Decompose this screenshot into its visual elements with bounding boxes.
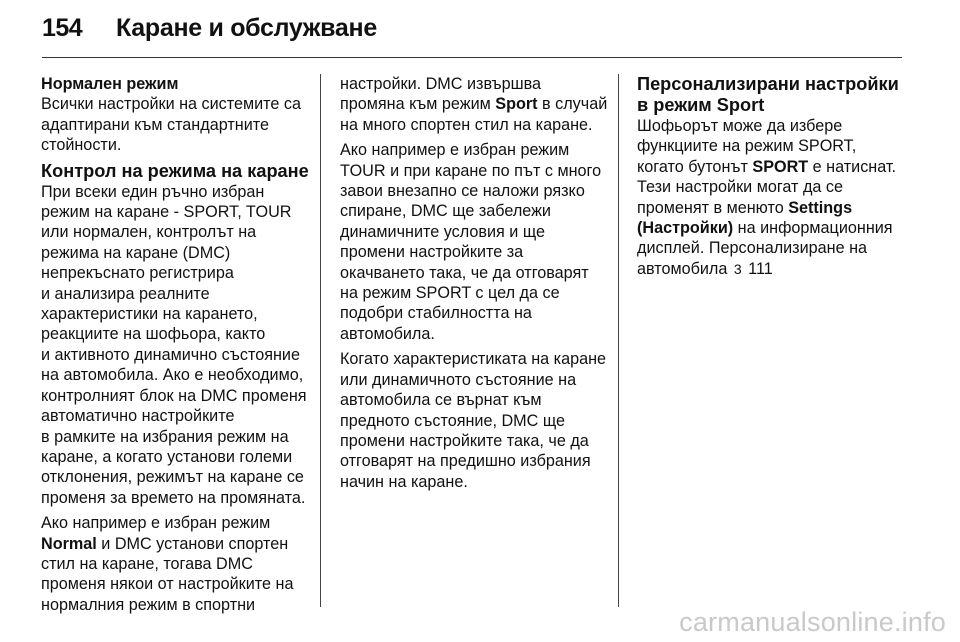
paragraph-line: и анализира реалните: [41, 284, 210, 303]
paragraph-line: режим на каране - SPORT, TOUR: [41, 203, 292, 222]
column-divider-1: [320, 74, 321, 607]
paragraph-line: [637, 157, 907, 177]
inline-text: в случай: [537, 95, 608, 114]
paragraph-line: Тези настройки могат да се: [637, 178, 843, 197]
paragraph-line: автомобила.: [340, 324, 435, 343]
paragraph-line: на режим SPORT с цел да се: [340, 284, 560, 303]
paragraph-line: или динамичното състояние на: [340, 370, 577, 389]
inline-text: е натиснат.: [808, 157, 897, 176]
section-heading-normal-mode: Нормален режим: [41, 75, 179, 93]
inline-text: автомобила: [637, 259, 732, 278]
paragraph-line: автомобила се върнат към: [340, 391, 542, 410]
column-3: [637, 74, 907, 279]
paragraph-line: и активното динамично състояние: [41, 345, 300, 364]
inline-text: промяна към режим: [340, 95, 496, 114]
paragraph-line: на много спортен стил на каране.: [340, 115, 593, 134]
paragraph-line: Когато характеристиката на каране: [340, 350, 607, 369]
paragraph-line: отклонения, режимът на каране се: [41, 468, 304, 487]
paragraph-line: [637, 259, 907, 279]
paragraph-line: [637, 198, 907, 218]
paragraph-line: или нормален, контролът на: [41, 223, 257, 242]
paragraph-line: Шофьорът може да избере: [637, 117, 843, 135]
menu-name-settings-bg: (Настройки): [637, 219, 734, 238]
paragraph-line: [637, 218, 907, 238]
paragraph-line: окачването така, че да отговарят: [340, 263, 589, 282]
paragraph-line: [340, 94, 606, 114]
paragraph-line: в рамките на избрания режим на: [41, 427, 289, 446]
paragraph-line: подобри стабилността на: [340, 304, 532, 323]
inline-text: променят в менюто: [637, 198, 789, 217]
menu-name-settings: Settings: [788, 198, 853, 217]
page-title: Каране и обслужване: [116, 14, 377, 42]
paragraph-line: TOUR и при каране по път с много: [340, 161, 602, 180]
paragraph-line: начин на каране.: [340, 472, 468, 491]
paragraph-line: динамичните условия и ще: [340, 222, 545, 241]
column-divider-2: [618, 74, 619, 607]
paragraph-line: каране, а когато установи големи: [41, 447, 293, 466]
inline-text: когато бутонът: [637, 157, 753, 176]
paragraph-line: стил на каране, тогава DMC: [41, 554, 253, 573]
paragraph-line: стойности.: [41, 136, 122, 155]
paragraph-line: на автомобила. Ако е необходимо,: [41, 366, 304, 385]
paragraph-line: настройки. DMC извършва: [340, 75, 542, 93]
paragraph-line: променя някои от настройките на: [41, 575, 294, 594]
inline-text: на информационния: [733, 219, 893, 238]
paragraph-line: функциите на режим SPORT,: [637, 137, 857, 156]
section-heading-personalized-settings-cont: в режим Sport: [637, 95, 765, 115]
column-1: [41, 74, 309, 615]
mode-name-sport: Sport: [495, 95, 538, 114]
paragraph-line: характеристики на карането,: [41, 305, 258, 324]
paragraph-line: адаптирани към стандартните: [41, 115, 269, 134]
paragraph-line: При всеки един ръчно избран: [41, 182, 265, 201]
page-reference-number: 111: [743, 259, 773, 278]
section-heading-personalized-settings: Персонализирани настройки: [637, 74, 899, 94]
paragraph-line: отговарят на предишно избрания: [340, 452, 591, 471]
page-reference-icon: 3: [733, 260, 742, 277]
watermark: carmanualsonline.info: [679, 607, 946, 637]
column-2: [340, 74, 606, 492]
paragraph-line: [41, 534, 309, 554]
paragraph-line: Ако например е избран режим: [41, 514, 271, 533]
paragraph-line: Всички настройки на системите са: [41, 95, 302, 114]
paragraph-line: предното състояние, DMC ще: [340, 411, 565, 430]
paragraph-line: автоматично настройките: [41, 407, 235, 426]
paragraph-line: Ако например е избран режим: [340, 141, 570, 160]
mode-name-normal: Normal: [41, 534, 97, 553]
paragraph-line: променя за времето на промяната.: [41, 488, 306, 507]
paragraph-line: реакциите на шофьора, както: [41, 325, 266, 344]
button-name-sport: SPORT: [752, 157, 809, 176]
page-number: 154: [42, 14, 83, 42]
paragraph-line: контролният блок на DMC променя: [41, 386, 307, 405]
header-rule: [42, 57, 902, 58]
paragraph-line: режима на каране (DMC): [41, 243, 231, 262]
paragraph-line: промени настройките така, че да: [340, 431, 589, 450]
page-header: [42, 14, 902, 58]
section-heading-drive-mode-control: Контрол на режима на каране: [41, 160, 309, 181]
paragraph-line: спиране, DMC ще забележи: [340, 202, 551, 221]
paragraph-line: непрекъснато регистрира: [41, 264, 234, 283]
paragraph-line: нормалния режим в спортни: [41, 595, 256, 614]
paragraph-line: завои внезапно се наложи рязко: [340, 182, 585, 201]
inline-text: и DMC установи спортен: [96, 534, 289, 553]
paragraph-line: дисплей. Персонализиране на: [637, 239, 868, 258]
paragraph-line: промени настройките за: [340, 243, 524, 262]
